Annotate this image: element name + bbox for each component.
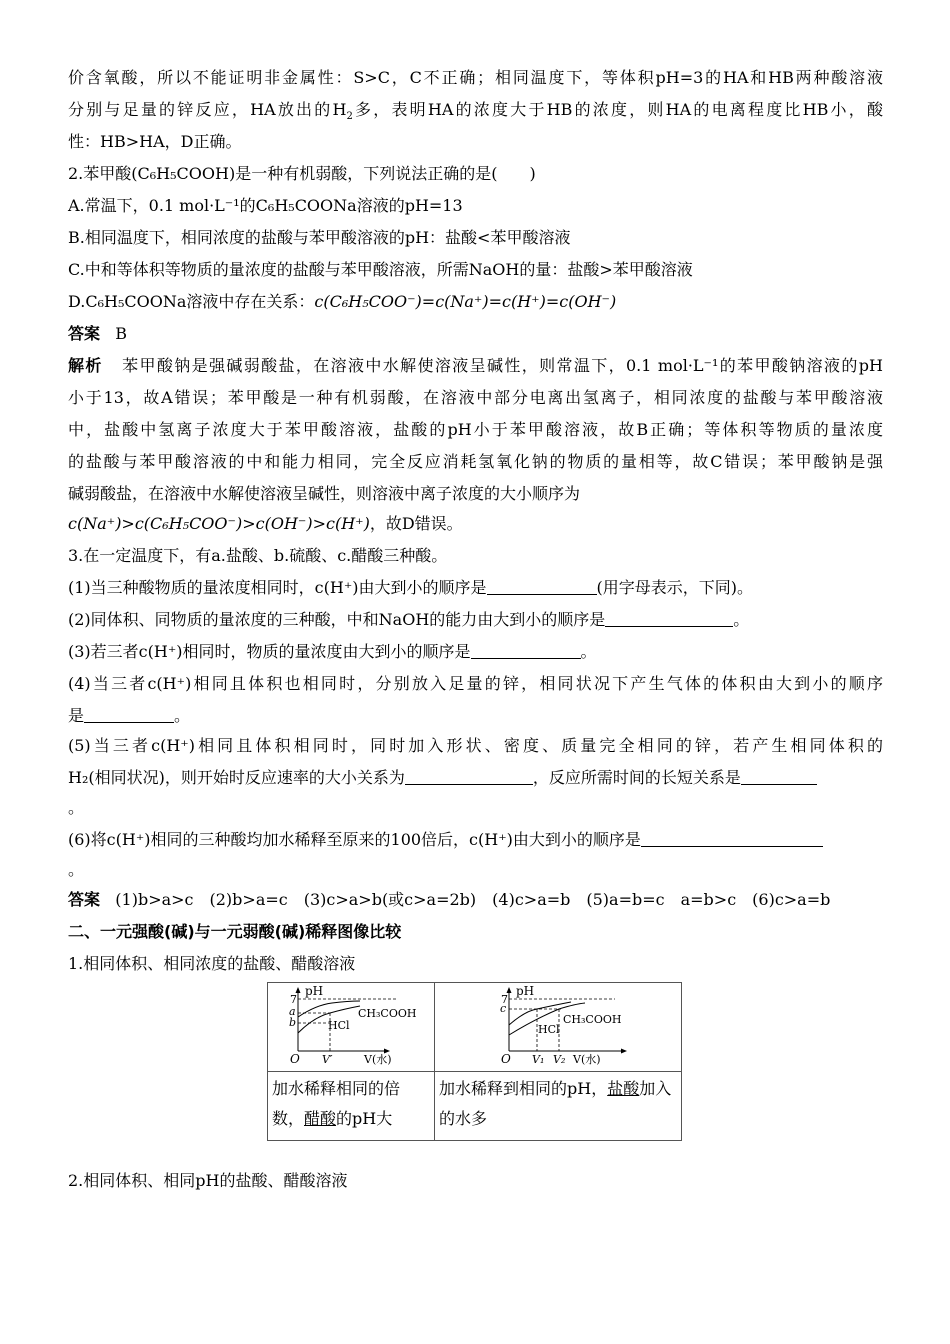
answer-blank[interactable] (741, 768, 817, 785)
x-axis-label: V(水) (364, 1053, 392, 1066)
conclusion-text-2: 加水稀释到相同的pH，盐酸加入的水多 (439, 1079, 672, 1128)
q3-part-6: (6)将c(H⁺)相同的三种酸均加水稀释至原来的100倍后，c(H⁺)由大到小的顺序是 (68, 829, 883, 851)
answer-blank[interactable] (641, 830, 823, 847)
hcl-curve-label: HCl (328, 1019, 350, 1032)
q3-stem: 3.在一定温度下，有a.盐酸、b.硫酸、c.醋酸三种酸。 (68, 546, 448, 565)
prev-explanation-line-3: 性：HB>HA，D正确。 (68, 132, 242, 151)
q2-explanation-line-5: 碱弱酸盐，在溶液中水解使溶液呈碱性，则溶液中离子浓度的大小顺序为 (68, 484, 581, 503)
origin-label: O (501, 1052, 511, 1066)
graph-cell-2 (435, 983, 682, 1072)
answer-blank[interactable] (471, 642, 581, 659)
y-tick-c: c (500, 1002, 507, 1015)
q2-option-d: D.C₆H₅COONa溶液中存在关系：c(C₆H₅COO⁻)=c(Na⁺)=c(H⁺)=c(OH⁻) (68, 292, 617, 311)
acetic-acid-curve-label: CH₃COOH (358, 1007, 417, 1020)
q3-answer: 答案 (1)b>a>c (2)b>a=c (3)c>a>b(或c>a=2b) (4)c>a=b (5)a=b=c a=b>c (6)c>a=b (68, 890, 831, 909)
x-tick-v2: V₂ (553, 1053, 566, 1066)
prev-explanation-line-1: 价含氧酸，所以不能证明非金属性：S>C，C不正确；相同温度下，等体积pH=3的HA和HB两种酸溶液 (68, 68, 883, 87)
y-tick-a: a (289, 1005, 296, 1018)
subsection-1-title: 1.相同体积、相同浓度的盐酸、醋酸溶液 (68, 954, 356, 973)
origin-label: O (290, 1052, 300, 1066)
q2-option-c: C.中和等体积等物质的量浓度的盐酸与苯甲酸溶液，所需NaOH的量：盐酸>苯甲酸溶液 (68, 260, 693, 279)
x-tick-v-prime: V′ (322, 1053, 333, 1066)
q3-part-4-line-2: 是 。 (68, 706, 191, 725)
dilution-graph-same-concentration (268, 983, 434, 1071)
prev-explanation-line-2: 分别与足量的锌反应，HA放出的$H_2$多，表明HA的浓度大于HB的浓度，则HA的电离程度比HB小，酸 (68, 100, 883, 123)
q2-explanation-line-1: 解析 苯甲酸钠是强碱弱酸盐，在溶液中水解使溶液呈碱性，则常温下，0.1 mol·L⁻¹的苯甲酸钠溶液的pH (68, 356, 883, 375)
q2-option-a: A.常温下，0.1 mol·L⁻¹的C₆H₅COONa溶液的pH=13 (68, 196, 463, 215)
q3-part-5-line-2: H₂(相同状况)，则开始时反应速率的大小关系为 ，反应所需时间的长短关系是 (68, 767, 883, 789)
q3-part-5-line-1: (5)当三者c(H⁺)相同且体积相同时，同时加入形状、密度、质量完全相同的锌，若产生相同体积的 (68, 736, 883, 755)
answer-blank[interactable] (405, 768, 533, 785)
acetic-acid-curve-label: CH₃COOH (563, 1013, 622, 1026)
subsection-2-title: 2.相同体积、相同pH的盐酸、醋酸溶液 (68, 1171, 348, 1190)
q2-stem: 2.苯甲酸(C₆H₅COOH)是一种有机弱酸，下列说法正确的是( ) (68, 164, 536, 183)
hcl-curve-label: HCl (538, 1023, 560, 1036)
y-tick-7: 7 (290, 993, 297, 1006)
x-tick-v1: V₁ (532, 1053, 545, 1066)
answer-blank[interactable] (605, 610, 733, 627)
conclusion-cell-1 (268, 1072, 435, 1141)
q3-part-1: (1)当三种酸物质的量浓度相同时，c(H⁺)由大到小的顺序是 (用字母表示，下同)。 (68, 578, 754, 597)
q2-option-b: B.相同温度下，相同浓度的盐酸与苯甲酸溶液的pH：盐酸<苯甲酸溶液 (68, 228, 571, 247)
q2-explanation-line-6: c(Na⁺)>c(C₆H₅COO⁻)>c(OH⁻)>c(H⁺)，故D错误。 (68, 514, 463, 533)
section-heading: 二、一元强酸(碱)与一元弱酸(碱)稀释图像比较 (68, 922, 402, 941)
y-axis-label: pH (305, 984, 324, 998)
q3-part-4-line-1: (4)当三者c(H⁺)相同且体积也相同时，分别放入足量的锌，相同状况下产生气体的体积由大到小的顺序 (68, 674, 883, 693)
conclusion-cell-2 (435, 1072, 682, 1141)
conclusion-text-1: 加水稀释相同的倍数，醋酸的pH大 (272, 1079, 401, 1128)
x-axis-label: V(水) (573, 1053, 601, 1066)
dilution-graph-same-ph-target (435, 983, 681, 1071)
graph-cell-1 (268, 983, 435, 1072)
q3-part-3: (3)若三者c(H⁺)相同时，物质的量浓度由大到小的顺序是 。 (68, 642, 597, 661)
answer-blank[interactable] (487, 578, 597, 595)
q2-explanation-line-3: 中，盐酸中氢离子浓度大于苯甲酸溶液，盐酸的pH小于苯甲酸溶液，故B正确；等体积等物质的量浓度 (68, 420, 883, 439)
y-tick-7: 7 (501, 993, 508, 1006)
q2-explanation-line-4: 的盐酸与苯甲酸溶液的中和能力相同，完全反应消耗氢氧化钠的物质的量相等，故C错误；苯甲酸钠是强 (68, 452, 883, 471)
q2-explanation-line-2: 小于13，故A错误；苯甲酸是一种有机弱酸，在溶液中部分电离出氢离子，相同浓度的盐酸与苯甲酸溶液 (68, 388, 883, 407)
q3-part-2: (2)同体积、同物质的量浓度的三种酸，中和NaOH的能力由大到小的顺序是 。 (68, 610, 750, 629)
y-axis-label: pH (516, 984, 535, 998)
q3-part-6-period: 。 (68, 860, 85, 879)
q3-part-5-period: 。 (68, 798, 85, 817)
y-tick-b: b (289, 1016, 297, 1029)
answer-blank[interactable] (84, 706, 174, 723)
q2-answer: 答案 B (68, 324, 128, 343)
comparison-table (267, 982, 682, 1141)
